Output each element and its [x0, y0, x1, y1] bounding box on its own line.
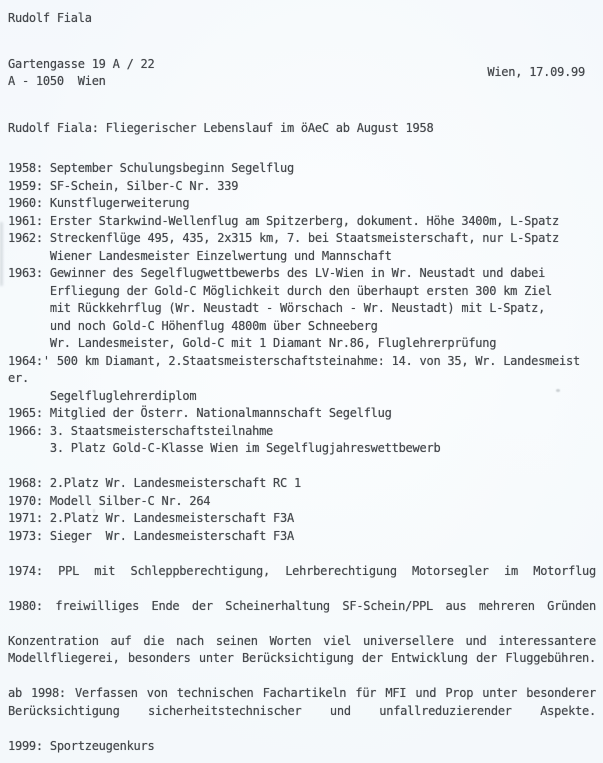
text-line: 1980: freiwilliges Ende der Scheinerhaltung SF-Schein/PPL aus mehreren Gründen — [8, 598, 596, 613]
text-line: mit Rückkehrflug (Wr. Neustadt - Wörschach - Wr. Neustadt) mit L-Spatz, — [8, 301, 546, 315]
document-title: Rudolf Fiala: Fliegerischer Lebenslauf im öAeC ab August 1958 — [8, 120, 434, 135]
text-line — [8, 545, 595, 563]
text-line: 1970: Modell Silber-C Nr. 264 — [8, 493, 211, 508]
text-line: 1973: Sieger Wr. Landesmeisterschaft F3A — [8, 528, 294, 543]
text-line: 1963: Gewinner des Segelflugwettbewerbs des LV-Wien in Wr. Neustadt und dabei — [8, 266, 546, 280]
text-line — [8, 615, 595, 633]
text-line: 1974: PPL mit Schleppberechtigung, Lehrberechtigung Motorsegler im Motorflug — [8, 563, 596, 578]
text-line: 1958: September Schulungsbeginn Segelflug — [8, 161, 294, 175]
text-line: 1964:' 500 km Diamant, 2.Staatsmeisterschaftsteinahme: 14. von 35, Wr. Landesmeist — [8, 353, 580, 368]
text-line: Modellfliegerei, besonders unter Berücksichtigung der Entwicklung der Fluggebühren. — [8, 651, 596, 665]
text-line: 1962: Streckenflüge 495, 435, 2x315 km, 7. bei Staatsmeisterschaft, nur L-Spatz — [8, 231, 559, 245]
text-line: Berücksichtigung sicherheitstechnischer und unfallreduzierender Aspekte. — [8, 703, 596, 718]
text-line: er. — [8, 371, 29, 385]
text-line: Erfliegung der Gold-C Möglichkeit durch den überhaupt ersten 300 km Ziel — [8, 283, 553, 298]
text-line: Wr. Landesmeister, Gold-C mit 1 Diamant Nr.86, Fluglehrerprüfung — [8, 336, 497, 350]
text-line: 3. Platz Gold-C-Klasse Wien im Segelflugjahreswettbewerb — [8, 441, 441, 455]
text-line: 1961: Erster Starkwind-Wellenflug am Spitzerberg, dokument. Höhe 3400m, L-Spatz — [8, 213, 559, 228]
text-line: Segelfluglehrerdiplom — [8, 388, 197, 403]
sender-name: Rudolf Fiala — [8, 11, 92, 25]
text-line: 1968: 2.Platz Wr. Landesmeisterschaft RC 1 — [8, 476, 301, 490]
text-line: 1959: SF-Schein, Silber-C Nr. 339 — [8, 178, 239, 193]
text-line: Konzentration auf die nach seinen Worten viel universellere und interessantere — [8, 633, 596, 648]
text-line — [8, 458, 595, 476]
text-line: ab 1998: Verfassen von technischen Fachartikeln für MFI und Prop unter besonderer — [8, 686, 596, 700]
text-line: 1971: 2.Platz Wr. Landesmeisterschaft F3A — [8, 511, 294, 525]
scan-smudge-artifact — [0, 222, 3, 286]
text-line: 1999: Sportzeugenkurs — [8, 738, 155, 753]
text-line: 1960: Kunstflugerweiterung — [8, 196, 190, 210]
text-line: Wiener Landesmeister Einzelwertung und Mannschaft — [8, 248, 392, 263]
text-line — [8, 580, 595, 598]
sender-city: A - 1050 Wien — [8, 74, 106, 88]
text-line — [8, 668, 595, 686]
document-body — [8, 160, 595, 755]
text-line: 1965: Mitglied der Österr. Nationalmannschaft Segelflug — [8, 406, 392, 420]
text-line: 1966: 3. Staatsmeisterschaftsteilnahme — [8, 423, 274, 438]
text-line — [8, 720, 595, 738]
sender-street: Gartengasse 19 A / 22 — [8, 56, 155, 71]
text-line: und noch Gold-C Höhenflug 4800m über Schneeberg — [8, 318, 378, 333]
dateline: Wien, 17.09.99 — [487, 65, 585, 79]
